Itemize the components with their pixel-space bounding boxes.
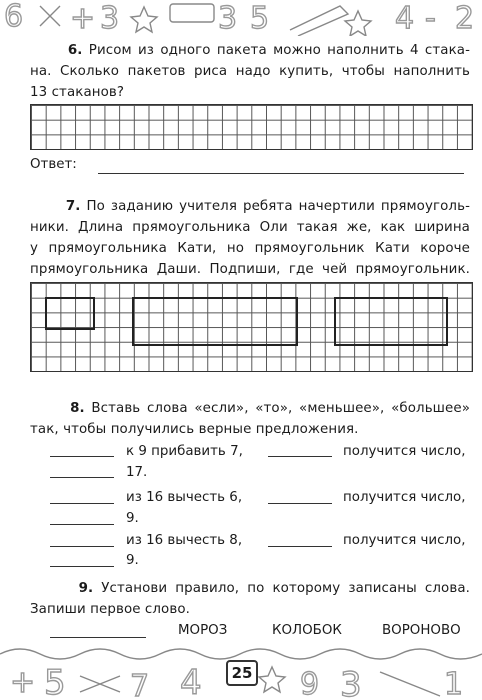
svg-text:3: 3 [340, 665, 362, 700]
blank-1c[interactable] [50, 477, 114, 478]
svg-text:4: 4 [395, 1, 415, 36]
task-6-number: 6. [67, 43, 83, 58]
blank-3b[interactable] [268, 546, 332, 547]
svg-text:6: 6 [4, 0, 24, 34]
svg-text:-: - [425, 1, 436, 36]
s3-part-c: 9. [126, 553, 139, 568]
svg-text:4: 4 [180, 663, 202, 700]
s3-part-a: из 16 вычесть 8, [126, 533, 243, 548]
task-7-line-1: По заданию учителя ребята начертили прямоуголь- [86, 199, 471, 214]
s2-part-b: получится число, [343, 490, 466, 505]
svg-text:+: + [70, 1, 96, 36]
task-6-line-3: 13 стаканов? [30, 85, 125, 100]
blank-3a[interactable] [50, 546, 114, 547]
svg-text:2: 2 [455, 1, 475, 36]
blank-2a[interactable] [50, 503, 114, 504]
task-8-number: 8. [70, 401, 85, 416]
blank-1a[interactable] [50, 456, 114, 457]
s3-part-b: получится число, [343, 533, 466, 548]
task-7-line-3: у прямоугольника Кати, но прямоугольник Кати короче [30, 241, 470, 256]
task-8-line-1: Вставь слова «если», «то», «меньшее», «большее» [91, 401, 471, 416]
task-9-line-2: Запиши первое слово. [30, 602, 190, 617]
s1-part-b: получится число, [343, 444, 466, 459]
blank-3c[interactable] [50, 566, 114, 567]
task-7-text [30, 196, 470, 280]
task-7-line-2: ники. Длина прямоугольника Оли такая же, как ширина [30, 220, 470, 235]
task-8-line-2: так, чтобы получились верные предложения. [30, 422, 359, 437]
svg-text:1: 1 [444, 667, 464, 700]
task-9-number: 9. [78, 581, 94, 596]
task-6-line-1: Рисом из одного пакета можно наполнить 4 стака- [88, 43, 471, 58]
task-6-text [30, 40, 470, 103]
task-7-number: 7. [65, 199, 81, 214]
task-6-grid[interactable] [30, 104, 473, 150]
blank-1b[interactable] [268, 456, 332, 457]
s2-part-a: из 16 вычесть 6, [126, 490, 243, 505]
task-9-line-1: Установи правило, по которому записаны слова. [101, 581, 470, 596]
rectangle-medium [334, 297, 448, 346]
svg-text:5: 5 [44, 663, 66, 700]
svg-text:9: 9 [300, 667, 320, 700]
s2-part-c: 9. [126, 511, 139, 526]
rectangle-small [45, 297, 95, 330]
task-7-line-4: прямоугольника Даши. Подпиши, где чей прямоугольник. [30, 262, 470, 277]
answer-line[interactable] [98, 173, 464, 174]
svg-text:3: 3 [100, 1, 120, 36]
svg-text:7: 7 [130, 669, 150, 700]
word-3: ВОРОНОВО [382, 623, 461, 638]
blank-2c[interactable] [50, 524, 114, 525]
blank-2b[interactable] [268, 503, 332, 504]
task-6-line-2: на. Сколько пакетов риса надо купить, чтобы наполнить [30, 64, 470, 79]
rectangle-large [132, 297, 298, 346]
page-number: 25 [226, 660, 258, 686]
s1-part-a: к 9 прибавить 7, [126, 444, 243, 459]
task-8-text [30, 398, 470, 440]
svg-text:+: + [10, 665, 36, 700]
answer-label: Ответ: [30, 157, 77, 172]
svg-text:5: 5 [250, 1, 270, 36]
s1-part-c: 17. [126, 465, 148, 480]
task-9-text [30, 578, 470, 620]
top-decoration [0, 0, 482, 36]
svg-text:3: 3 [218, 1, 238, 36]
word-2: КОЛОБОК [272, 623, 342, 638]
word-1: МОРОЗ [178, 623, 228, 638]
